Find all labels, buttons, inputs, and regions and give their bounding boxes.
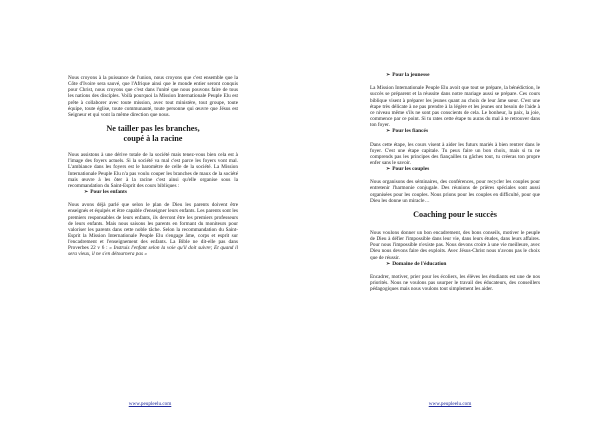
bullet-enfants — [68, 189, 238, 196]
bullet-couples — [370, 166, 540, 173]
bullet-jeunesse — [370, 72, 540, 79]
left-heading-line-1: Ne tailler pas les branches, — [106, 124, 200, 134]
proverbs-quote: « Instruis l'enfant selon la voie qu'il doit suivre; Et quand il sera vieux, il ne s'en détournera pas » — [68, 245, 239, 258]
arrow-bullet-icon: ➢ — [386, 73, 391, 78]
bullet-couples-label: Pour les couples — [392, 166, 430, 173]
left-heading-line-2: coupé à la racine — [123, 134, 183, 144]
left-paragraph-1: Nous croyons à la puissance de l'union, nous croyons que c'est ensemble que la Côte d'Ivoire sera sauvé, que l'Afrique ainsi que le monde entier seront conquis pour Christ, nous croyons que c'est dans l'unité que nous pouvons faire de tous les nations des disciples. Voilà pourquoi la Mission Internationale Peuple Elu est prête à collaborer avec toute mission, avec tout ministère, tout groupe, toute équipe, toute église, toute communauté, toute personne qui œuvre que Jésus est Seigneur et qui vont la même direction que nous. — [68, 75, 238, 118]
right-page — [300, 0, 600, 424]
right-paragraph-4: Nous voulons donner un bon encadrement, des bons conseils, motiver le peuple de Dieu à défier l'impossible dans leur vie, dans leurs études, dans leurs affaires. Pour nous l'impossible n'existe pas. Nous devons croire à une vie meilleure, avec Dieu nous devons faire des exploits. Avec Jésus-Christ nous n'avons pas le choix que de réussir. — [370, 229, 540, 261]
right-paragraph-2: Dans cette étape, les cours visent à aider les futurs mariés à bien rentrer dans le foyer. C'est une étape capitale. Tu peux faire un bon choix, mais si tu ne comprends pas les principes des fiançailles tu gâches tout, tu créeras ton propre enfer sans le savoir. — [370, 141, 540, 166]
arrow-bullet-icon: ➢ — [386, 261, 391, 267]
right-column — [370, 72, 540, 292]
bullet-fiances — [370, 128, 540, 135]
left-paragraph-3 — [68, 202, 238, 257]
bullet-fiances-label: Pour les fiancés — [392, 128, 429, 135]
arrow-bullet-icon: ➢ — [84, 190, 89, 196]
bullet-enfants-label: Pour les enfants — [90, 189, 127, 196]
arrow-bullet-icon: ➢ — [386, 167, 391, 173]
right-footer-link[interactable]: www.peuplеelu.com — [428, 401, 472, 407]
right-heading: Coaching pour le succès — [413, 209, 497, 219]
bullet-education — [370, 261, 540, 268]
right-paragraph-5: Encadrer, motiver, prier pour les écoliers, les élèves les étudiants est une de nos priorités. Nous ne voulons pas usurper le travail des éducateurs, des conseillers pédagogiques mais nous voulons tout simplement les aider. — [370, 273, 540, 293]
left-column — [68, 75, 238, 258]
left-footer-link[interactable]: www.peuplеelu.com — [128, 401, 172, 407]
arrow-bullet-icon: ➢ — [386, 129, 391, 135]
bullet-jeunesse-label: Pour la jeunesse — [392, 72, 430, 78]
left-heading — [68, 124, 238, 144]
bullet-education-label: Domaine de l'éducation — [392, 260, 447, 267]
left-paragraph-3-text: Nous avons déjà parlé que selon le plan de Dieu les parents doivent être enseignés et équipés et être capable d'enseigner leurs enfants. Les parents sont les premiers responsables de leurs enfants, ils devront être les premiers professeurs de leurs enfants. Mais nous saisons les parents en formant du moniteurs pour valoriser les parents dans cette noble tâche. Selon la recommandation du Saint-Esprit la Mission Internationale Peuple Elu s'engage âme, corps et esprit sur l'encadrement et l'enseignement des enfants. La Bible ne dit-elle pas dans Proverbes 22 v 6 : — [68, 202, 238, 252]
left-paragraph-2: Nous assistons à une dérive totale de la société mais tenez-vous bien cela est à l'image des foyers actuels. Si la société va mal c'est parce les foyers vont mal. L'ambiance dans les foyers est le baromètre de celle de la société. La Mission Internationale Peuple Elu n'a pas voulu couper les branches de maux de la société mais œuvre à les ôter à la racine c'est ainsi qu'elle organise sous la recommandation du Saint-Esprit des cours bibliques : — [68, 152, 238, 189]
right-paragraph-3: Nous organisons des séminaires, des conférences, pour recycler les couples pour entretenir l'harmonie conjugale. Des réunions de prières spéciales sont aussi organisées pour les couples. Nous prions pour les couples en difficulté, pour que Dieu les donne un miracle… — [370, 179, 540, 204]
right-paragraph-1: La Mission Internationale Peuple Elu avoit que tout se prépare, la bénédiction, le succès se préparent et la réussite dans notre mariage aussi se prépare. Ces cours biblique visent à préparer les jeunes quant au choix de leur âme sœur. C'est une étape très délicate à ne pas prendre à la légère et les jeunes ont besoin de l'aide à ce niveau même s'ils ne sont pas conscients de cela. Le bonheur, la paix, la joie, commence par ce point. Si tu rates cette étape tu auras du mal à te retrouver dans ton foyer. — [370, 85, 540, 129]
